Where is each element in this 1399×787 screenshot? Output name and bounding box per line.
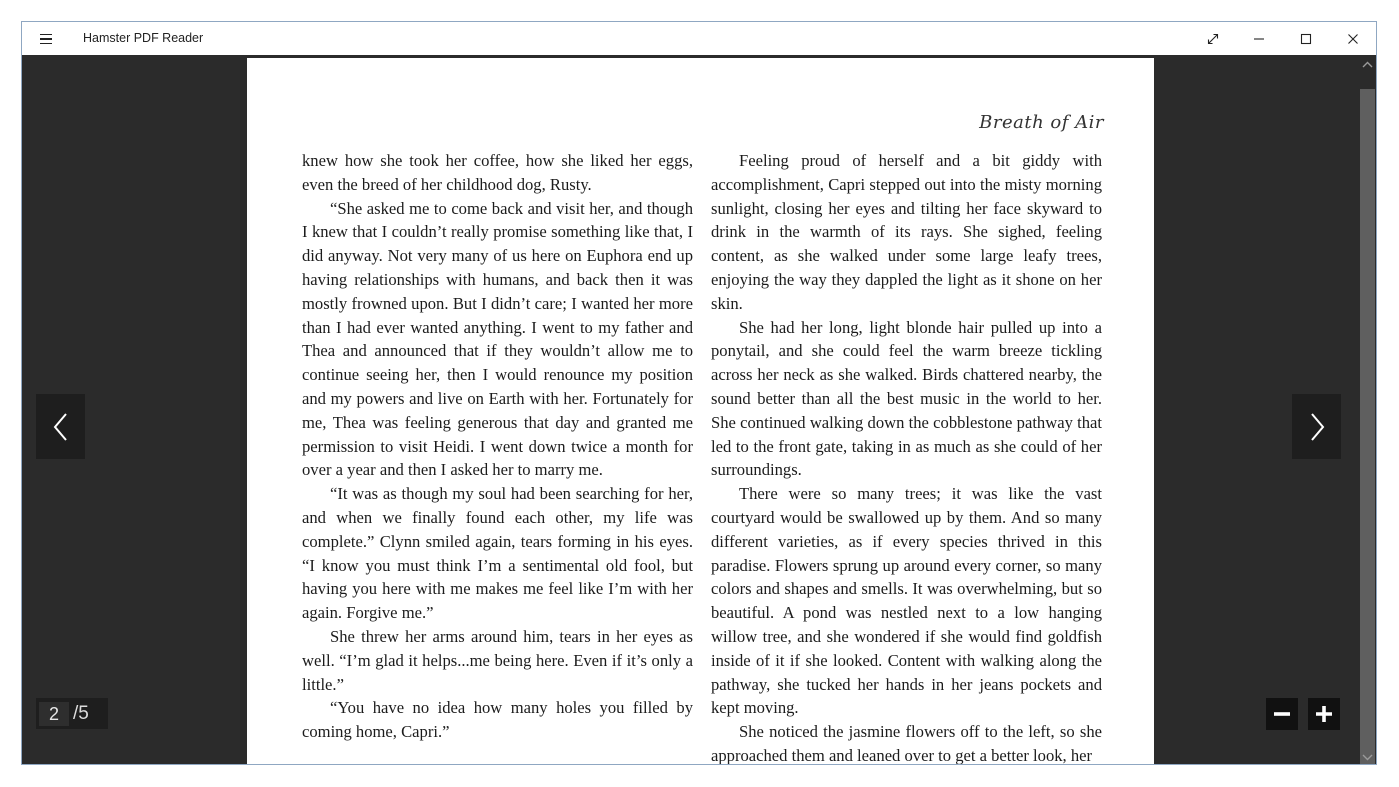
vertical-scrollbar[interactable] bbox=[1359, 55, 1376, 765]
paragraph: She had her long, light blonde hair pulled up into a ponytail, and she could feel the warm breeze tickling across her neck as she walked. Birds chattered nearby, the sound better than all the best music in the world to her. She continued walking down the cobblestone pathway that led to the front gate, taking in as much as she could of her surroundings. bbox=[711, 317, 1102, 480]
zoom-in-button[interactable] bbox=[1308, 698, 1340, 730]
fullscreen-button[interactable] bbox=[1190, 22, 1236, 55]
close-button[interactable] bbox=[1330, 22, 1376, 55]
previous-page-button[interactable] bbox=[36, 394, 85, 459]
app-window bbox=[21, 21, 1377, 765]
chevron-up-icon bbox=[1362, 61, 1373, 68]
minimize-button[interactable] bbox=[1236, 22, 1282, 55]
scroll-down-button[interactable] bbox=[1359, 748, 1376, 765]
maximize-icon bbox=[1300, 33, 1312, 45]
pdf-page bbox=[247, 58, 1154, 765]
plus-icon bbox=[1315, 705, 1333, 723]
scroll-up-button[interactable] bbox=[1359, 55, 1376, 73]
maximize-button[interactable] bbox=[1283, 22, 1329, 55]
chevron-down-icon bbox=[1362, 754, 1373, 761]
paragraph: “You have no idea how many holes you filled by coming home, Capri.” bbox=[302, 698, 693, 742]
chevron-left-icon bbox=[53, 412, 69, 442]
left-text-column bbox=[302, 149, 693, 744]
scroll-thumb[interactable] bbox=[1360, 89, 1375, 765]
paragraph: “It was as though my soul had been searching for her, and when we finally found each other, my life was complete.” Clynn smiled again, tears forming in his eyes. “I know you must think I’m a sentimental old fool, but having you here with me makes me feel like I’m with her again. Forgive me.” bbox=[302, 484, 693, 623]
chevron-right-icon bbox=[1309, 412, 1325, 442]
paragraph: “She asked me to come back and visit her, and though I knew that I couldn’t really promise something like that, I did anyway. Not very many of us here on Euphora end up having relationships with humans, and back then it was mostly frowned upon. But I didn’t care; I wanted her more than I had ever wanted anything. I went to my father and Thea and announced that if they wouldn’t allow me to continue seeing her, then I would renounce my position and my powers and live on Earth with her. Fortunately for me, Thea was feeling generous that day and granted me permission to visit Heidi. I went down twice a month for over a year and then I asked her to marry me. bbox=[302, 198, 693, 480]
zoom-out-button[interactable] bbox=[1266, 698, 1298, 730]
running-header: Breath of Air bbox=[979, 112, 1104, 133]
paragraph: Feeling proud of herself and a bit giddy with accomplishment, Capri stepped out into the misty morning sunlight, closing her eyes and tilting her face skyward to drink in the warmth of its rays. She sighed, feeling content, as she walked under some large leafy trees, enjoying the way they dappled the light as it shone on her skin. bbox=[711, 151, 1102, 313]
minimize-icon bbox=[1253, 33, 1265, 45]
menu-icon[interactable] bbox=[34, 31, 58, 47]
paragraph: She threw her arms around him, tears in her eyes as well. “I’m glad it helps...me being here. Even if it’s only a little.” bbox=[302, 626, 693, 694]
close-icon bbox=[1347, 33, 1359, 45]
next-page-button[interactable] bbox=[1292, 394, 1341, 459]
expand-icon bbox=[1207, 33, 1219, 45]
minus-icon bbox=[1273, 705, 1291, 723]
page-indicator bbox=[36, 698, 108, 729]
document-viewer[interactable] bbox=[22, 55, 1376, 764]
title-bar bbox=[22, 22, 1376, 55]
current-page-input[interactable]: 2 bbox=[39, 702, 69, 726]
paragraph: There were so many trees; it was like the vast courtyard would be swallowed up by them. And so many different varieties, as if every species thrived in this paradise. Flowers sprung up around every corner, so many colors and shapes and smells. It was overwhelming, but so beautiful. A pond was nestled next to a low hanging willow tree, and she wondered if she would find goldfish inside of it if she looked. Content with walking along the pathway, she tucked her hands in her jeans pockets and kept moving. bbox=[711, 484, 1102, 718]
app-title: Hamster PDF Reader bbox=[83, 31, 204, 45]
paragraph: She noticed the jasmine flowers off to the left, so she approached them and leaned over to get a better look, her bbox=[711, 722, 1102, 765]
total-pages: /5 bbox=[73, 702, 89, 724]
paragraph: knew how she took her coffee, how she liked her eggs, even the breed of her childhood dog, Rusty. bbox=[302, 151, 693, 194]
right-text-column bbox=[711, 149, 1102, 765]
